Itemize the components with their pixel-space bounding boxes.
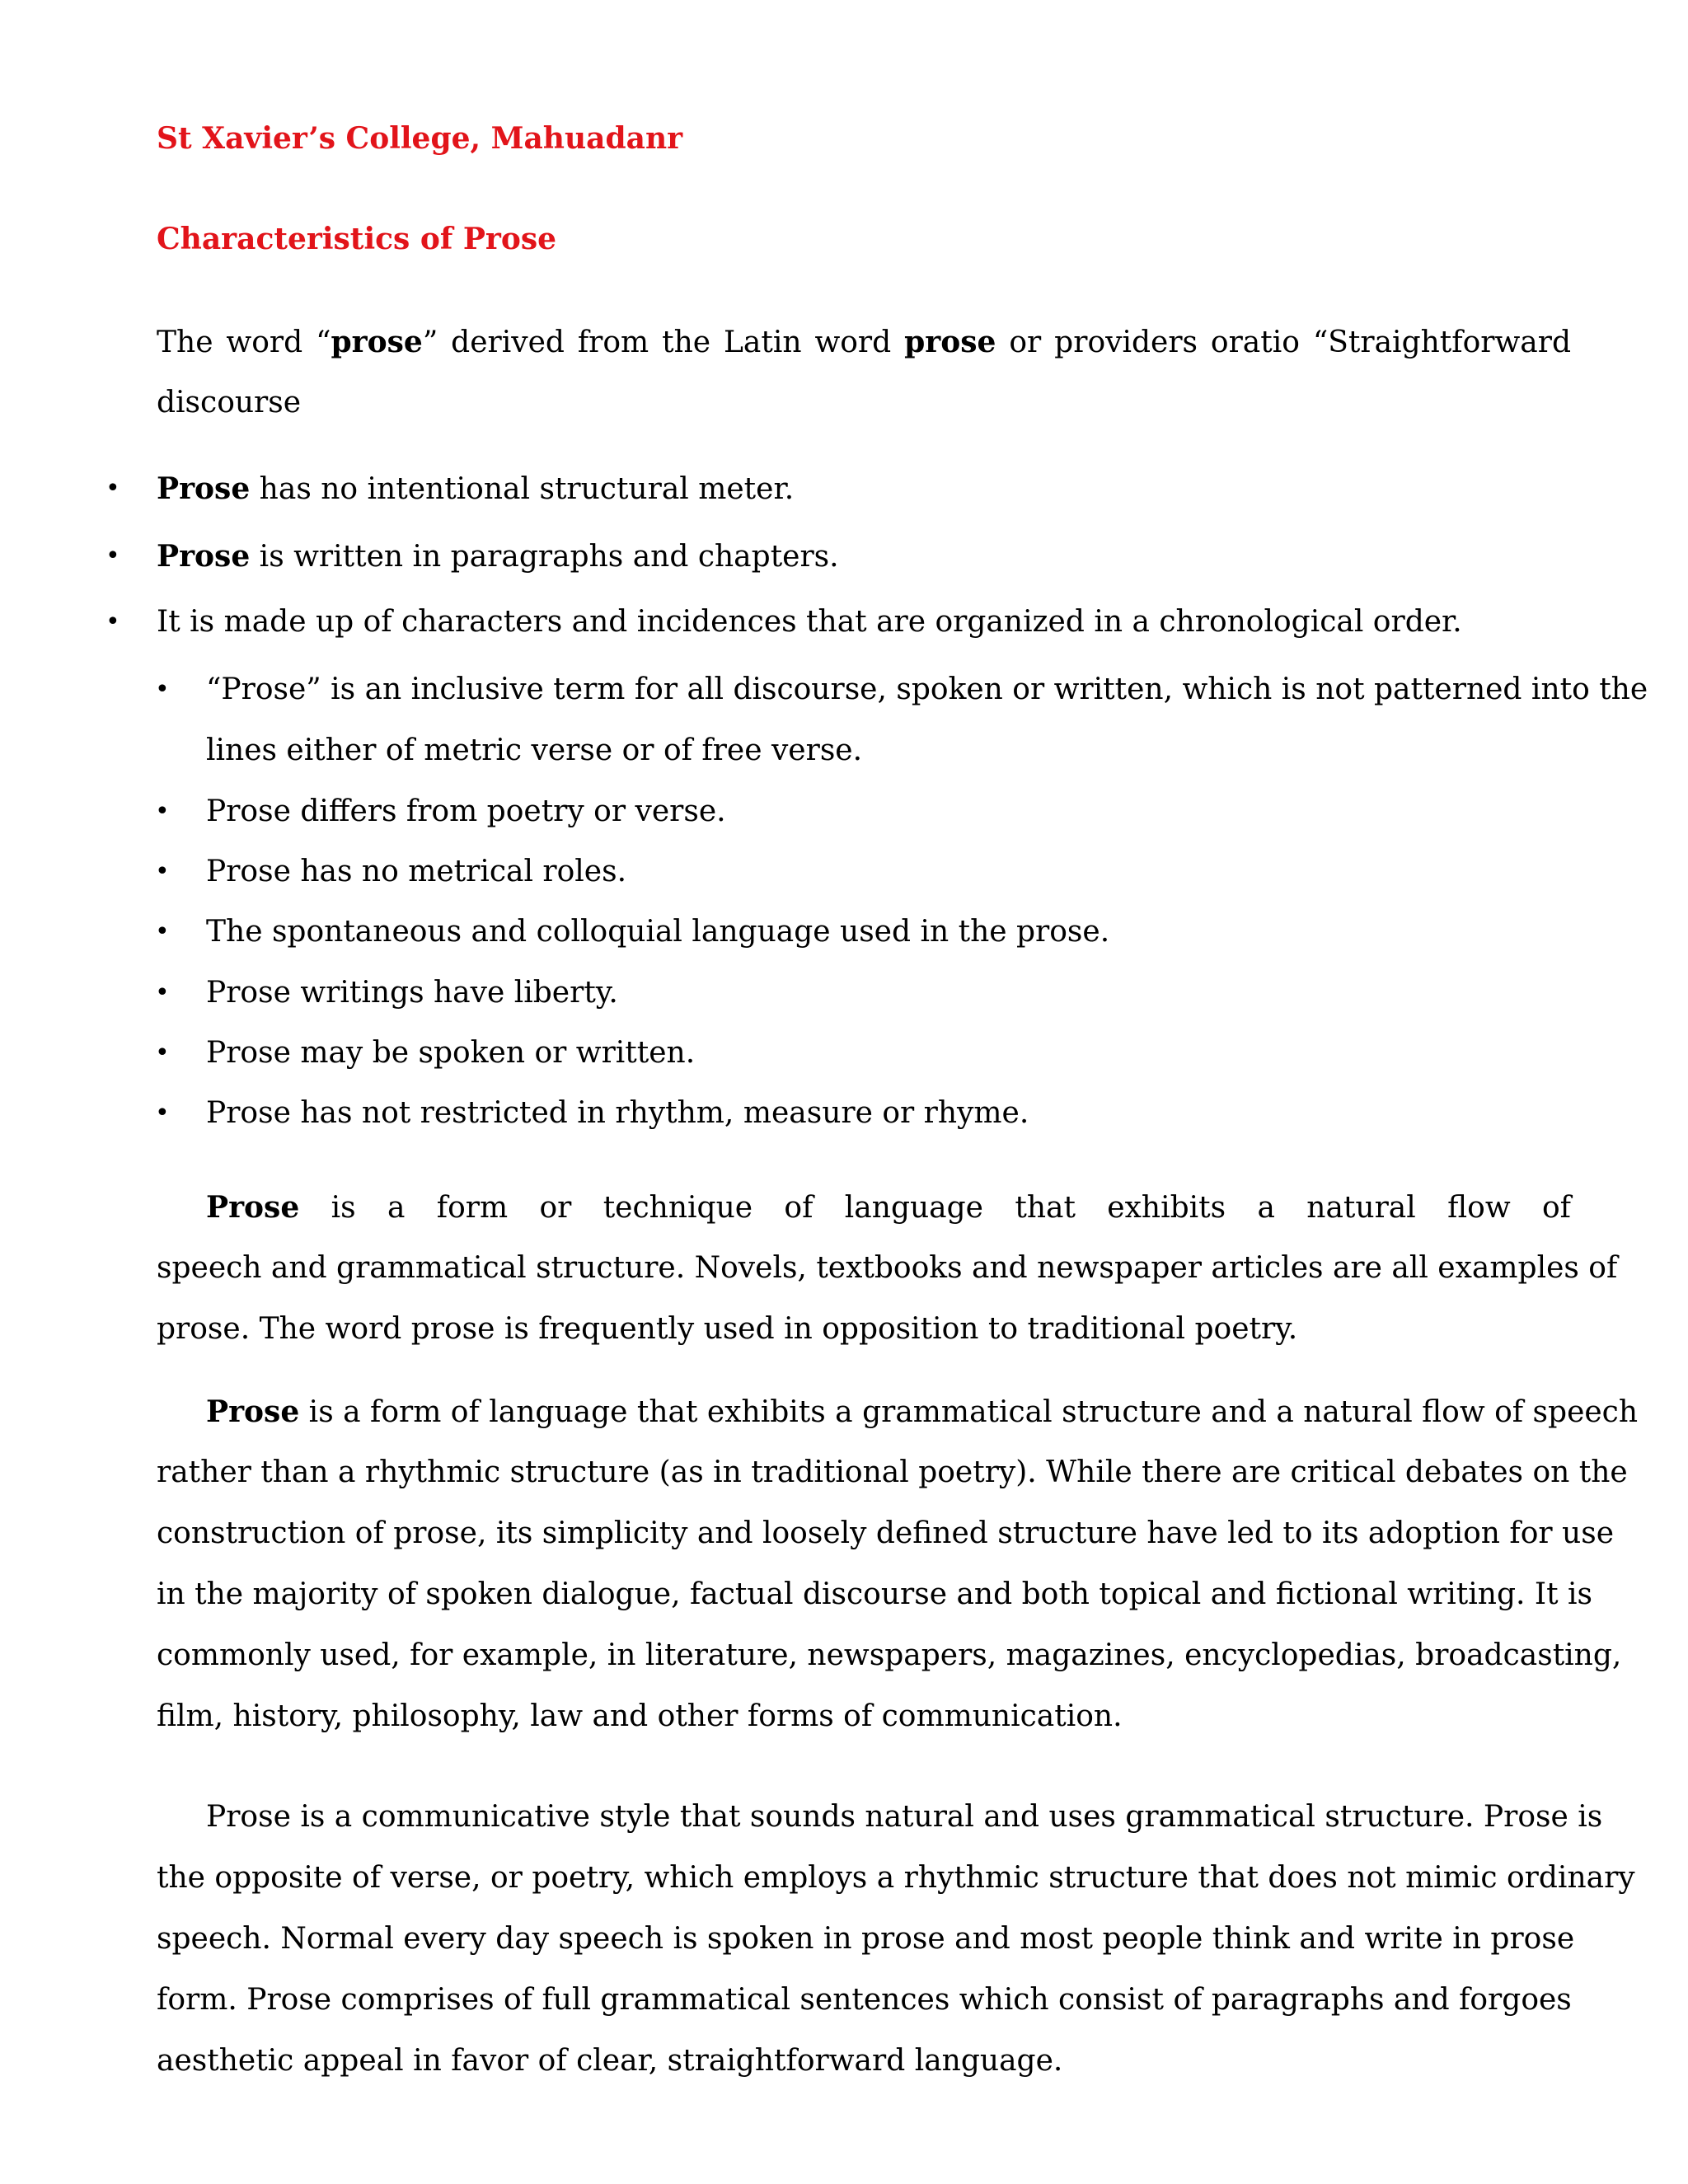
paragraph-1-line-2: speech and grammatical structure. Novels, textbooks and newspaper articles are all examples of <box>157 1251 1618 1285</box>
sub-bullet-3-text: Prose has no metrical roles. <box>206 855 627 888</box>
sub-bullet-item-3 <box>155 841 627 902</box>
bullet-icon: • <box>155 1038 170 1067</box>
paragraph-2-line-1 <box>157 1381 1639 1442</box>
document-title: Characteristics of Prose <box>157 222 557 256</box>
paragraph-1-line-1 <box>157 1177 1571 1238</box>
top-bullet-2-text: is written in paragraphs and chapters. <box>250 540 839 574</box>
top-bullet-1-bold: Prose <box>157 471 251 506</box>
sub-bullet-item-7 <box>155 1083 1029 1144</box>
paragraph-3-line-5: aesthetic appeal in favor of clear, straightforward language. <box>157 2044 1063 2078</box>
sub-bullet-7-text: Prose has not restricted in rhythm, measure or rhyme. <box>206 1096 1029 1130</box>
paragraph-3-line-3: speech. Normal every day speech is spoken in prose and most people think and write in prose <box>157 1922 1575 1956</box>
sub-bullet-item-1 <box>155 659 1648 781</box>
paragraph-2-line-4: in the majority of spoken dialogue, factual discourse and both topical and fictional writing. It is <box>157 1577 1593 1611</box>
paragraph-3-text: Prose is a communicative style that sounds natural and uses grammatical structure. Prose is <box>206 1800 1603 1834</box>
sub-bullet-item-6 <box>155 1023 696 1084</box>
paragraph-2-text: is a form of language that exhibits a grammatical structure and a natural flow of speech <box>299 1395 1639 1429</box>
paragraph-2-bold: Prose <box>206 1394 300 1429</box>
paragraph-1 <box>157 1177 1618 1360</box>
paragraph-2-line-5: commonly used, for example, in literature, newspapers, magazines, encyclopedias, broadcasting, <box>157 1638 1622 1672</box>
paragraph-2-line-6: film, history, philosophy, law and other forms of communication. <box>157 1699 1123 1733</box>
top-bullet-3-text: It is made up of characters and incidences that are organized in a chronological order. <box>157 605 1462 639</box>
sub-bullet-5-text: Prose writings have liberty. <box>206 976 618 1010</box>
paragraph-3-line-4: form. Prose comprises of full grammatical sentences which consist of paragraphs and forgoes <box>157 1983 1572 2017</box>
intro-text-1: The word “ <box>157 326 331 359</box>
intro-text-2: ” derived from the Latin word <box>422 326 905 359</box>
paragraph-2-line-3: construction of prose, its simplicity and loosely defined structure have led to its adoption for use <box>157 1516 1615 1550</box>
bullet-icon: • <box>155 797 170 826</box>
sub-bullet-6-text: Prose may be spoken or written. <box>206 1036 696 1070</box>
sub-bullet-item-5 <box>155 963 618 1024</box>
paragraph-2 <box>157 1381 1639 1747</box>
sub-bullet-4-text: The spontaneous and colloquial language used in the prose. <box>206 915 1110 949</box>
intro-bold-2: prose <box>904 325 996 359</box>
paragraph-1-line-3: prose. The word prose is frequently used in opposition to traditional poetry. <box>157 1312 1298 1346</box>
sub-bullet-2-text: Prose differs from poetry or verse. <box>206 794 726 828</box>
bullet-icon: • <box>155 675 170 704</box>
intro-text-3: or providers oratio “Straightforward <box>996 326 1571 359</box>
sub-bullet-1-line-2: lines either of metric verse or of free verse. <box>206 733 863 767</box>
bullet-icon: • <box>106 474 120 503</box>
institution-heading: St Xavier’s College, Mahuadanr <box>157 121 683 156</box>
paragraph-1-bold: Prose <box>206 1190 300 1225</box>
bullet-icon: • <box>155 978 170 1007</box>
sub-bullet-item-4 <box>155 902 1110 963</box>
paragraph-3 <box>157 1787 1635 2092</box>
intro-line-2: discourse <box>157 386 302 419</box>
bullet-icon: • <box>106 607 120 636</box>
top-bullet-1-text: has no intentional structural meter. <box>250 472 795 506</box>
top-bullet-2-bold: Prose <box>157 539 251 574</box>
bullet-icon: • <box>106 541 120 570</box>
bullet-icon: • <box>155 857 170 886</box>
bullet-icon: • <box>155 917 170 946</box>
paragraph-3-line-1 <box>157 1787 1603 1848</box>
sub-bullet-item-2 <box>155 781 726 842</box>
top-bullet-item-3 <box>106 592 1462 653</box>
paragraph-1-text: is a form or technique of language that exhibits a natural flow of <box>299 1191 1571 1225</box>
paragraph-3-line-2: the opposite of verse, or poetry, which employs a rhythmic structure that does not mimic ordinary <box>157 1861 1635 1895</box>
paragraph-2-line-2: rather than a rhythmic structure (as in traditional poetry). While there are critical debates on the <box>157 1455 1628 1489</box>
top-bullet-item-2 <box>106 526 839 588</box>
sub-bullet-1-line-1: “Prose” is an inclusive term for all discourse, spoken or written, which is not patterned into the <box>206 673 1648 706</box>
bullet-icon: • <box>155 1099 170 1127</box>
top-bullet-item-1 <box>106 458 795 520</box>
intro-bold-1: prose <box>331 325 423 359</box>
intro-line-1 <box>157 312 1571 373</box>
intro-paragraph <box>157 312 1571 434</box>
